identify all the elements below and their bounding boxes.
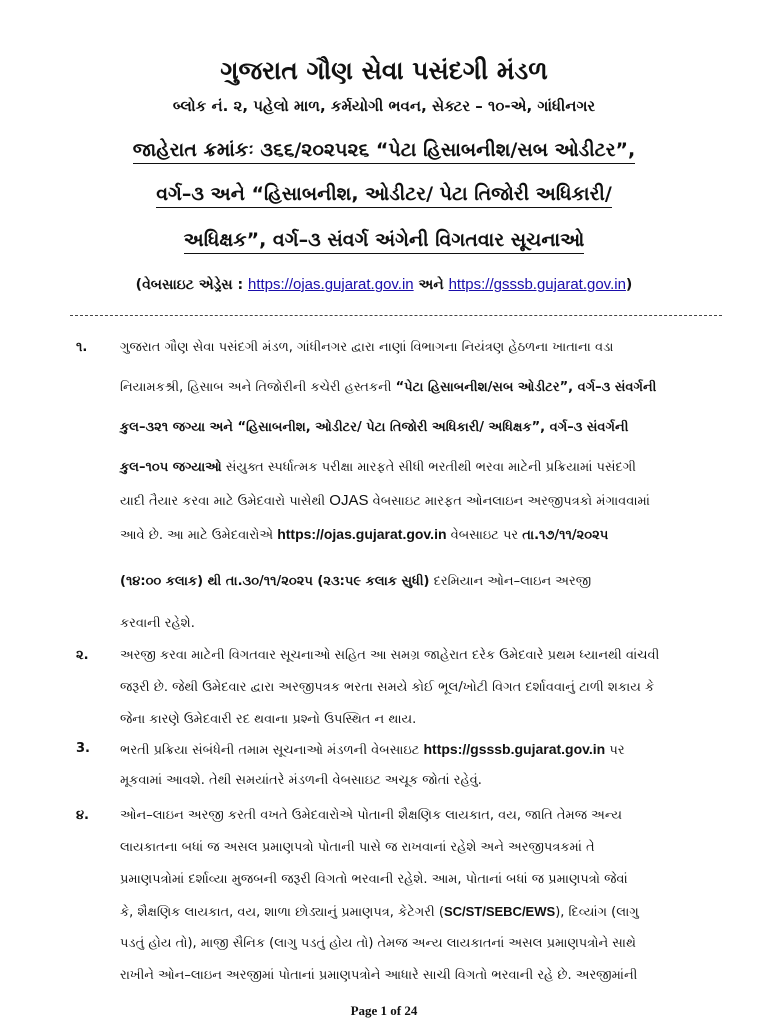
paragraph-number: 3. — [76, 741, 90, 756]
page-number: Page 1 of 24 — [350, 1003, 418, 1018]
board-title: ગુજરાત ગૌણ સેવા પસંદગી મંડળ — [220, 56, 548, 85]
board-address: બ્લોક નં. ૨, પહેલો માળ, કર્મયોગી ભવન, સેક્ટર – ૧૦-એ, ગાંધીનગર — [172, 97, 596, 115]
paragraph-number: ૧. — [76, 340, 88, 355]
gsssb-link[interactable]: https://gsssb.gujarat.gov.in — [448, 276, 626, 293]
notice-heading-line-3: અધિક્ષક”, વર્ગ–૩ સંવર્ગ અંગેની વિગતવાર સૂચનાઓ — [0, 229, 768, 251]
website-address: (વેબસાઇટ એડ્રેસ : https://ojas.gujarat.gov.in અને https://gsssb.gujarat.gov.in) — [135, 276, 633, 293]
ojas-link[interactable]: https://ojas.gujarat.gov.in — [247, 276, 414, 293]
document-page: ગુજરાત ગૌણ સેવા પસંદગી મંડળ બ્લોક નં. ૨, પહેલો માળ, કર્મયોગી ભવન, સેક્ટર – ૧૦-એ, ગાંધીનગર જાહેરાત ક્રમાંકઃ ૩૬૬/૨૦૨૫૨૬ “પેટા હિસાબનીશ/સબ ઓડીટર”, વર્ગ–૩ અને “હિસાબનીશ, ઓડીટર/ પેટા તિજોરી અધિકારી/ અધિક્ષક”, વર્ગ–૩ સંવર્ગ અંગેની વિગતવાર સૂચનાઓ (વેબસાઇટ એડ્રેસ : https://ojas.gujarat.gov.in અને https://gsssb.gujarat.gov.in) ૧. ગુજરાત ગૌણ સેવા પસંદગી મંડળ, ગાંધીનગર દ્વારા નાણાં વિભાગના નિયંત્રણ હેઠળના ખાતાના વડા નિયામકશ્રી, હિસાબ અને તિજોરીની કચેરી હસ્તકની “પેટા હિસાબનીશ/સબ ઓડીટર”, વર્ગ–૩ સંવર્ગની કુલ–૩૨૧ જગ્યા અને “હિસાબનીશ, ઓડીટર/ પેટા તિજોરી અધિકારી/ અધિક્ષક”, વર્ગ–૩ સંવર્ગની કુલ–૧૦૫ જગ્યાઓ સંયુક્ત સ્પર્ધાત્મક પરીક્ષા મારફતે સીધી ભરતીથી ભરવા માટેની પ્રક્રિયામાં પસંદગી યાદી તૈયાર કરવા માટે ઉમેદવારો પાસેથી OJAS વેબસાઇટ મારફત ઓનલાઇન અરજીપત્રકો મંગાવવામાં આવે છે. આ માટે ઉમેદવારોએ https://ojas.gujarat.gov.in વેબસાઇટ પર તા.૧૭/૧૧/૨૦૨૫ (૧૪:૦૦ કલાક) થી તા.૩૦/૧૧/૨૦૨૫ (૨૩:૫૯ કલાક સુધી) દરમિયાન ઓન–લાઇન અરજી કરવાની રહેશે. ૨. અરજી કરવા માટેની વિગતવાર સૂચનાઓ સહિત આ સમગ્ર જાહેરાત દરેક ઉમેદવારે પ્રથમ ધ્યાનથી વાંચવી જરૂરી છે. જેથી ઉમેદવાર દ્વારા અરજીપત્રક ભરતા સમયે કોઈ ભૂલ/ખોટી વિગત દર્શાવવાનું ટાળી શકાય કે જેના કારણે ઉમેદવારી રદ થવાના પ્રશ્નો ઉપસ્થિત ન થાય. 3. ભરતી પ્રક્રિયા સંબંધેની તમામ સૂચનાઓ મંડળની વેબસાઇટ https://gsssb.gujarat.gov.in પર મૂકવામાં આવશે. તેથી સમયાંતરે મંડળની વેબસાઇટ અચૂક જોતાં રહેવું. ૪. ઓન–લાઇન અરજી કરતી વખતે ઉમેદવારોએ પોતાની શૈક્ષણિક લાયકાત, વય, જાતિ તેમજ અન્ય લાયકાતના બધાં જ અસલ પ્રમાણપત્રો પોતાની પાસે જ રાખવાનાં રહેશે અને અરજીપત્રકમાં તે પ્રમાણપત્રોમાં દર્શાવ્યા મુજબની જરૂરી વિગતો ભરવાની રહેશે. આમ, પોતાનાં બધાં જ પ્રમાણપત્રો જેવાં કે, શૈક્ષણિક લાયકાત, વય, શાળા છોડ્યાનું પ્રમાણપત્ર, કેટેગરી (SC/ST/SEBC/EWS), દિવ્યાંગ (લાગુ પડતું હોય તો), માજી સૈનિક (લાગુ પડતું હોય તો) તેમજ અન્ય લાયકાતનાં અસલ પ્રમાણપત્રોને સાથે રાખીને ઓન–લાઇન અરજીમાં પોતાનાં પ્રમાણપત્રોને આધારે સાચી વિગતો ભરવાની રહે છે. અરજીમાંની Page 1 of 24 — [0, 0, 768, 1024]
ojas-url-text: https://ojas.gujarat.gov.in — [277, 526, 447, 542]
paragraph-number: ૨. — [76, 648, 89, 663]
gsssb-url-text: https://gsssb.gujarat.gov.in — [423, 741, 606, 757]
paragraph-number: ૪. — [76, 808, 89, 823]
dashed-divider — [70, 315, 722, 316]
notice-heading-line-1: જાહેરાત ક્રમાંકઃ ૩૬૬/૨૦૨૫૨૬ “પેટા હિસાબનીશ/સબ ઓડીટર”, — [0, 139, 768, 161]
notice-heading-line-2: વર્ગ–૩ અને “હિસાબનીશ, ઓડીટર/ પેટા તિજોરી અધિકારી/ — [0, 183, 768, 205]
